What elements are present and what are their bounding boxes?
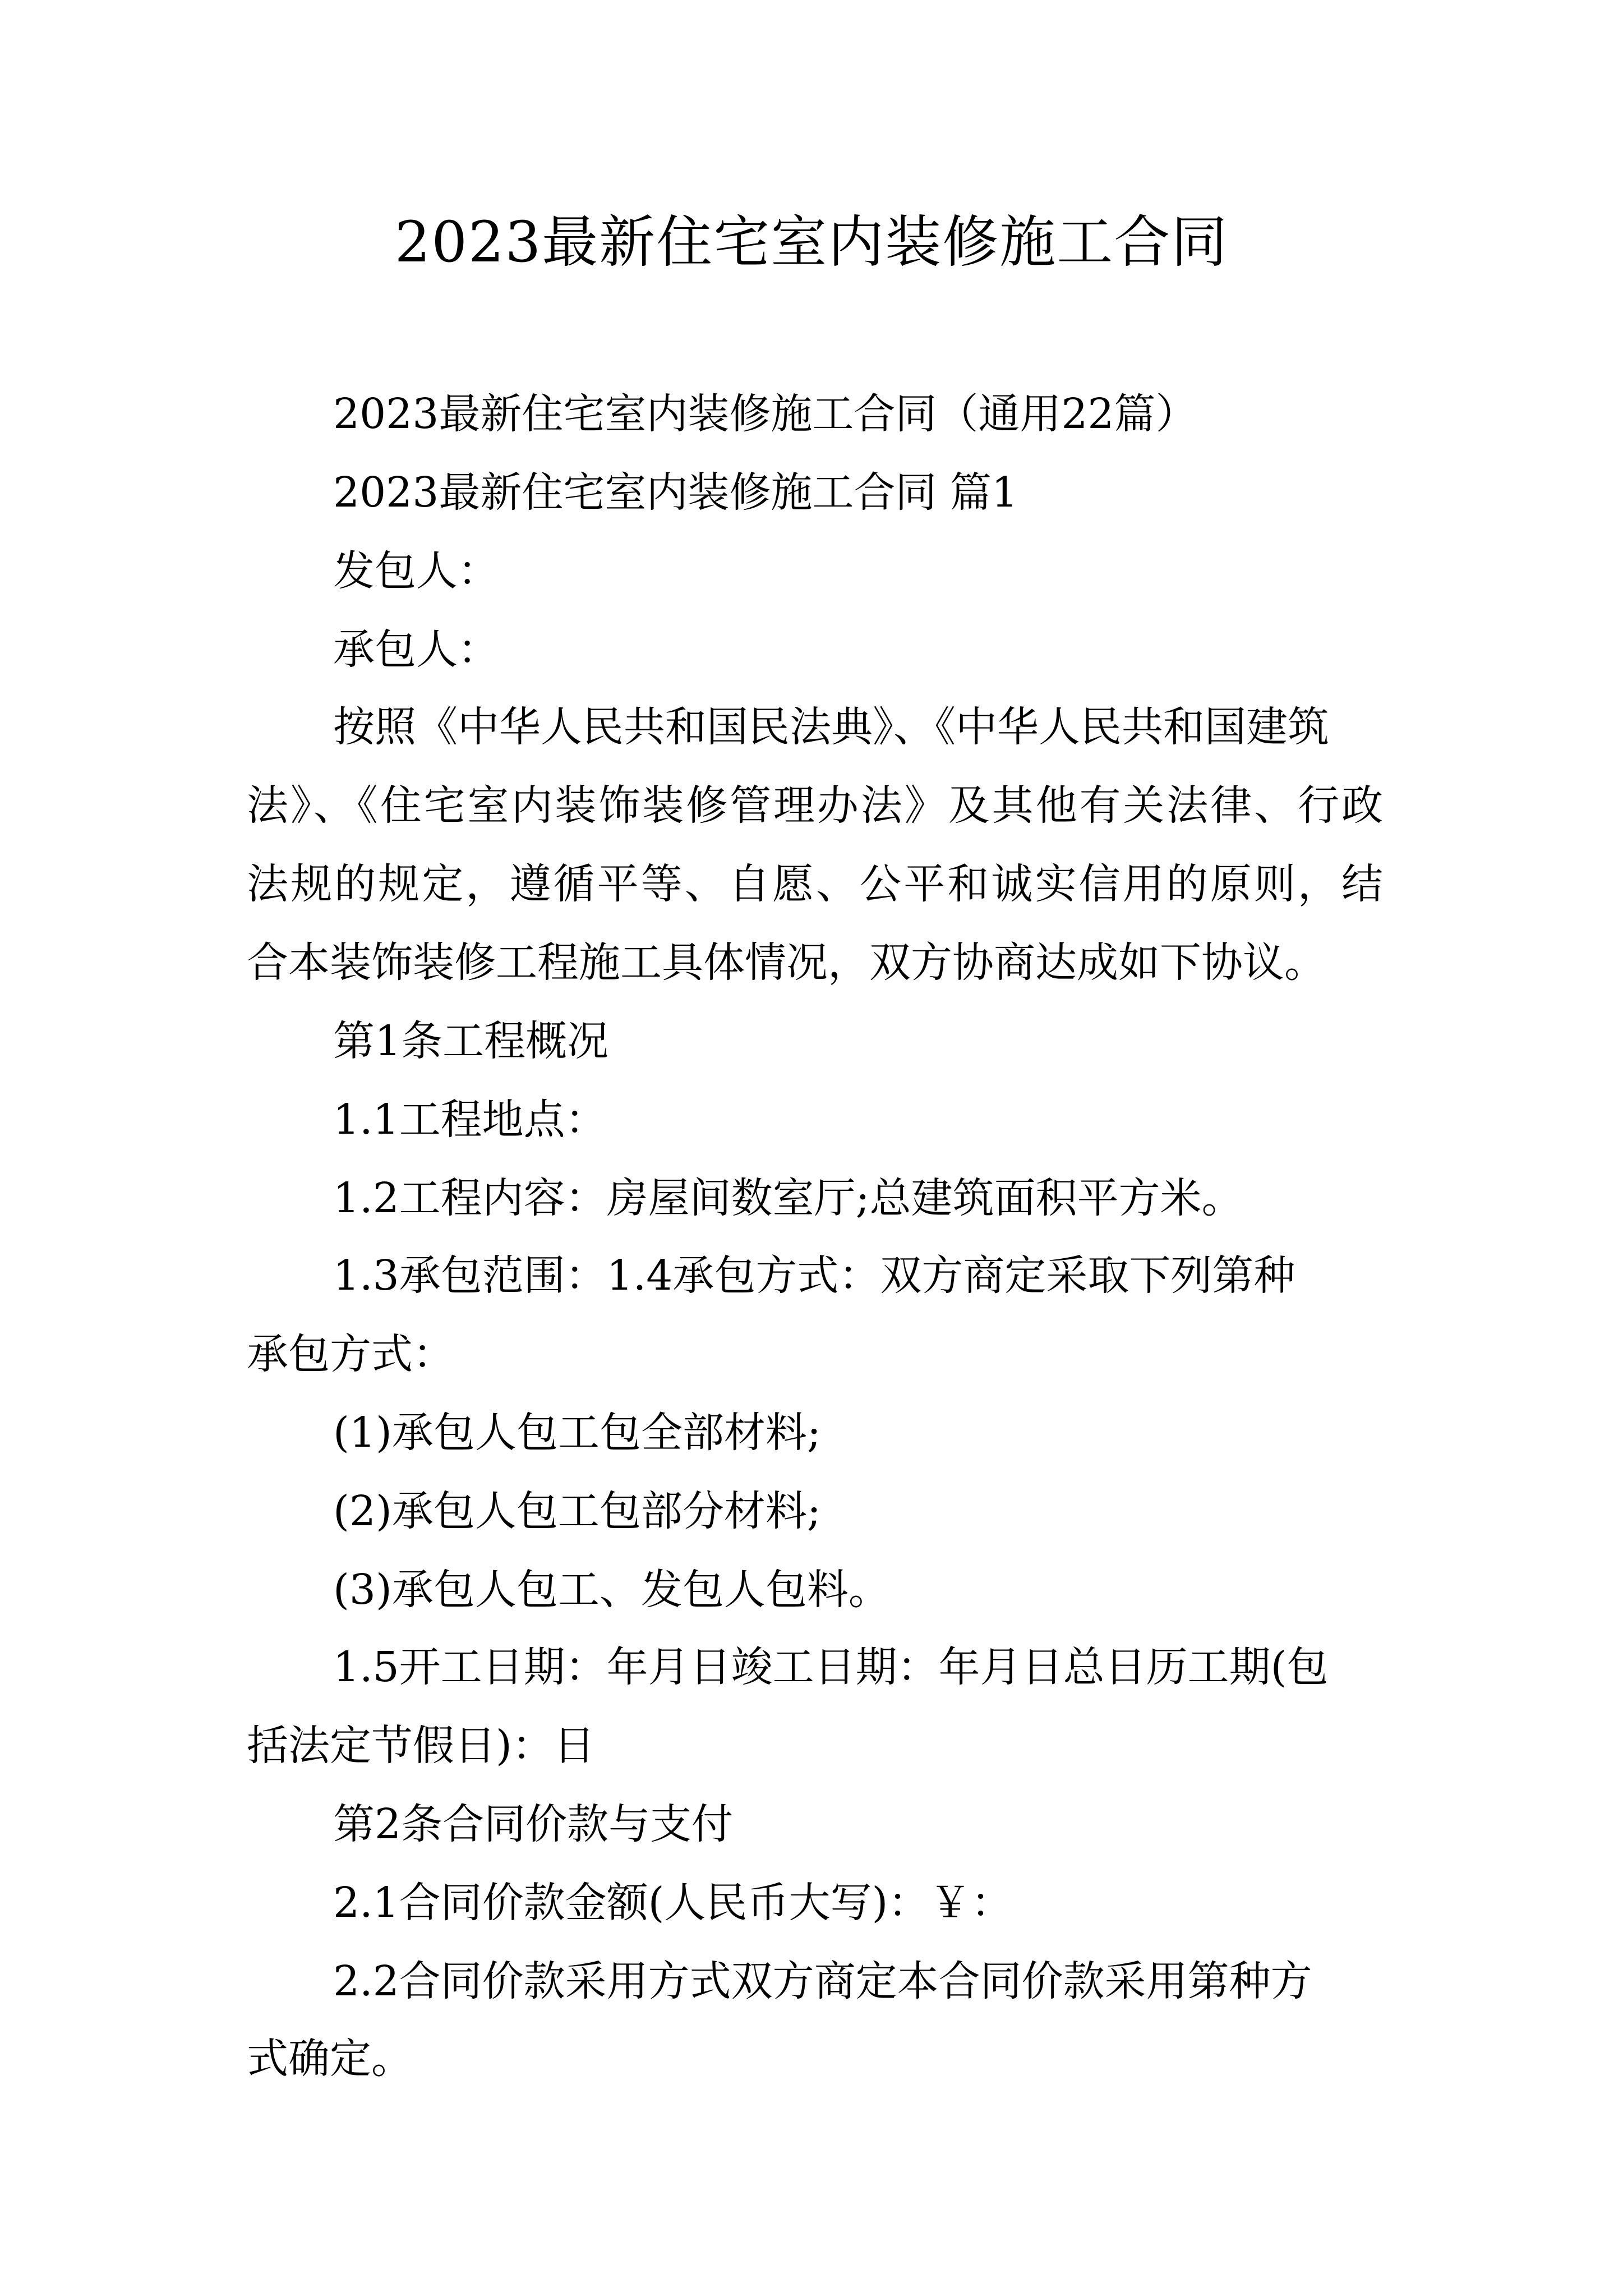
paragraph-line: 2023最新住宅室内装修施工合同（通用22篇）: [333, 390, 1197, 438]
paragraph-line: 2023最新住宅室内装修施工合同 篇1: [333, 468, 1018, 517]
document-title: 2023最新住宅室内装修施工合同: [394, 209, 1229, 275]
paragraph-line: 发包人：: [333, 547, 499, 595]
paragraph-line: 2.1合同价款金额(人民币大写)：￥：: [333, 1879, 1013, 1927]
paragraph-line: 1.5开工日期：年月日竣工日期：年月日总日历工期(包: [333, 1643, 1329, 1691]
paragraph-line: 1.3承包范围：1.4承包方式：双方商定采取下列第种: [333, 1251, 1295, 1300]
paragraph-line: 式确定。: [247, 2035, 413, 2083]
section-heading: 第2条合同价款与支付: [333, 1800, 734, 1848]
paragraph-line: 法》、《住宅室内装饰装修管理办法》及其他有关法律、行政: [247, 781, 1383, 830]
paragraph-line: 2.2合同价款采用方式双方商定本合同价款采用第种方: [333, 1957, 1312, 2005]
paragraph-line: 1.2工程内容：房屋间数室厅;总建筑面积平方米。: [333, 1174, 1243, 1222]
list-item: (1)承包人包工包全部材料;: [333, 1409, 821, 1457]
paragraph-line: 1.1工程地点：: [333, 1096, 607, 1144]
list-item: (2)承包人包工包部分材料;: [333, 1487, 821, 1535]
section-heading: 第1条工程概况: [333, 1017, 609, 1065]
paragraph-line: 括法定节假日)：日: [247, 1722, 595, 1770]
paragraph-line: 按照《中华人民共和国民法典》、《中华人民共和国建筑: [333, 703, 1329, 751]
paragraph-line: 承包方式：: [247, 1330, 454, 1378]
list-item: (3)承包人包工、发包人包料。: [333, 1566, 890, 1614]
paragraph-line: 承包人：: [333, 625, 499, 674]
paragraph-line: 合本装饰装修工程施工具体情况，双方协商达成如下协议。: [247, 938, 1326, 987]
paragraph-line: 法规的规定，遵循平等、自愿、公平和诚实信用的原则，结: [247, 860, 1383, 908]
